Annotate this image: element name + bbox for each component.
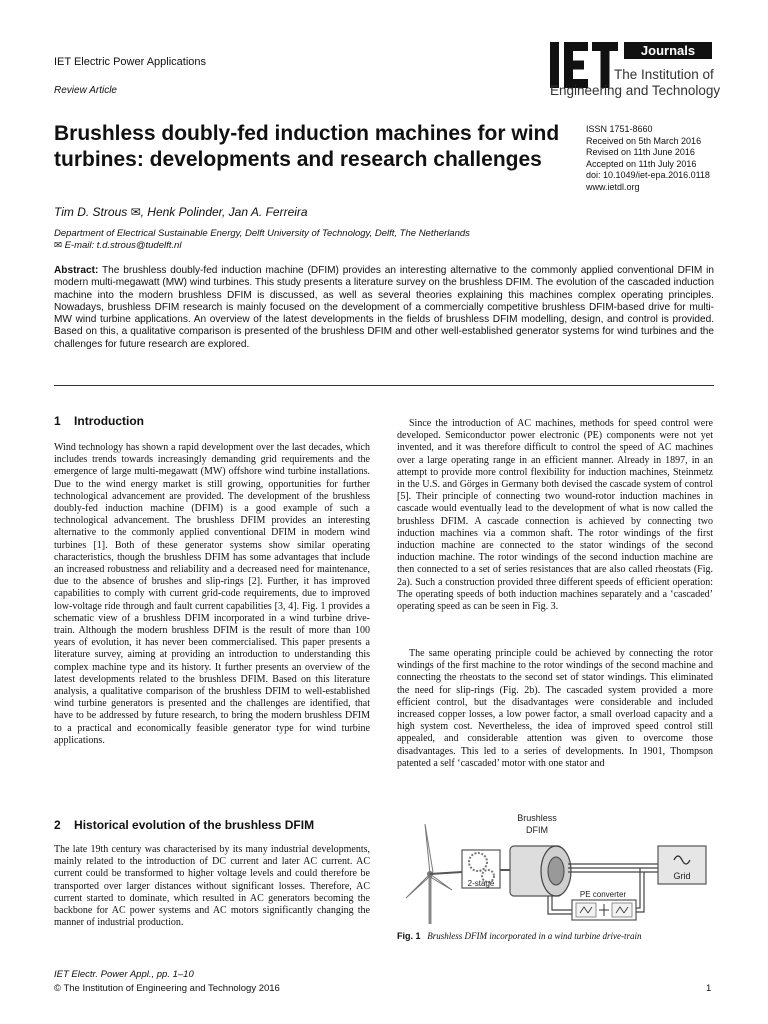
abstract-text: The brushless doubly-fed induction machine (DFIM) provides an interesting alternative to the commonly applied conventional DFIM in modern multi-megawatt (MW) wind turbines. This study presents a literature survey on the brushless DFIM. The evolution of the cascaded induction machine into the modern brushless DFIM is discussed, as well as several theories explaining this machines complex operating principles. Nowadays, brushless DFIM research is mainly focused on the development of a commercially competitive brushless DFIM-based drive for multi-MW wind turbine applications. An overview of the latest developments in the fields of brushless DFIM modelling, design, and control is provided. Based on this, a qualitative comparison is presented of the brushless DFIM and other well-established generator systems for wind turbines and the challenges for future research are explored.: [54, 265, 714, 350]
section-number: 2: [54, 818, 61, 832]
divider: [54, 385, 714, 386]
machine-label-line-2: DFIM: [526, 825, 548, 835]
section-number: 1: [54, 414, 61, 428]
figure-1: [400, 812, 714, 924]
journal-name: IET Electric Power Applications: [54, 56, 207, 68]
pe-converter-icon: [572, 900, 636, 920]
history-text: The late 19th century was characterised by its many industrial developments, mainly related to the introduction of DC current and later AC current. AC current could be transformed to higher voltage levels and could therefore be transported over larger distances without significant losses. Therefore, AC current started to dominate, which resulted in AC generators becoming the backbone for AC power systems and AC motors significantly changing the manner of industrial production.: [54, 844, 370, 929]
section-title: Historical evolution of the brushless DFIM: [74, 818, 315, 832]
journal-url[interactable]: www.ietdl.org: [586, 181, 640, 192]
logo-line-2: Engineering and Technology: [550, 83, 721, 98]
figure-caption-text: Brushless DFIM incorporated in a wind turbine drive-train: [427, 931, 642, 941]
accepted-date: Accepted on 11th July 2016: [586, 158, 697, 169]
grid-label: Grid: [673, 871, 691, 881]
revised-date: Revised on 11th June 2016: [586, 147, 695, 158]
figure-caption: [397, 931, 642, 941]
section-title: Introduction: [74, 414, 145, 428]
iet-logo: [550, 40, 721, 102]
issn: ISSN 1751-8660: [586, 124, 653, 134]
machine-label-line-1: Brushless: [517, 813, 557, 823]
right-column-paragraph-2: The same operating principle could be achieved by connecting the rotor windings of the first machine to the rotor windings of the second machine and connecting the rheostats to the second set of stator windings. This eliminated the need for slip-rings (Fig. 2b). The cascaded system provided a more efficient control, but the disadvantages were considerable and included increased copper losses, a low power factor, a small overload capacity and a high system cost. Nevertheless, the idea of improved speed control still appealed, and considerable attention was given to overcome those disadvantages. This led to a series of developments. In 1901, Thompson patented a self ‘cascaded’ motor with one stator and: [397, 648, 713, 769]
email[interactable]: ✉ E-mail: t.d.strous@tudelft.nl: [54, 240, 182, 251]
article-type: Review Article: [54, 85, 117, 96]
affiliation-block: [54, 228, 470, 252]
abstract-label: Abstract:: [54, 265, 99, 276]
footer-copyright: © The Institution of Engineering and Technology 2016: [54, 983, 280, 994]
received-date: Received on 5th March 2016: [586, 135, 702, 146]
affiliation: Department of Electrical Sustainable Energy, Delft University of Technology, Delft, The Netherlands: [54, 228, 470, 239]
section-heading-introduction: [54, 414, 144, 428]
logo-line-1: The Institution of: [614, 67, 714, 82]
doi: doi: 10.1049/iet-epa.2016.0118: [586, 170, 710, 181]
pe-converter-label: PE converter: [579, 890, 627, 899]
figure-caption-label: Fig. 1: [397, 931, 421, 941]
author-list: Tim D. Strous ✉, Henk Polinder, Jan A. Ferreira: [54, 205, 308, 219]
page-number: 1: [706, 983, 712, 994]
article-meta: [586, 124, 710, 194]
brushless-dfim-icon: [510, 846, 571, 896]
article-title: Brushless doubly-fed induction machines for wind turbines: developments and research challenges: [54, 122, 560, 171]
journals-badge: Journals: [624, 42, 712, 59]
gearbox-label: 2-stage: [467, 879, 495, 888]
introduction-text: Wind technology has shown a rapid development over the last decades, which includes trends towards increasingly demanding grid requirements and the emergence of large multi-megawatt (MW) offshore wind turbine installations. Due to the wind energy market is still growing, opportunities for further technological advancement are provided. The development of the brushless doubly-fed induction machine (DFIM) is a good example of such a technological advancement. The brushless DFIM provides an interesting alternative to the commonly applied conventional DFIM in modern wind turbines [1]. Both of these generator systems show similar operating characteristics, though the brushless DFIM has some advantages that include an increased robustness and reliability and a decreased need for maintenance, due to the absence of brushes and slip-rings [2]. Further, it has improved capabilities to comply with current grid-code requirements, due to improved low-voltage ride through and fault current capabilities [3, 4]. Fig. 1 provides a schematic view of a brushless DFIM incorporated in a wind turbine drive-train. Although the modern brushless DFIM is the result of more than 100 years of evolution, it has never been commercialised. This paper presents a literature survey, aiming at providing an introduction to understanding this complex machine type and its history. It further presents an overview of the latest developments related to the brushless DFIM. Based on this literature analysis, a qualitative comparison of the brushless DFIM to well-established wind turbine generators is presented and the challenges are identified, that have to be addressed by future research, to bring the modern brushless DFIM to a practical and economically feasible generator type for wind turbine applications.: [54, 442, 370, 746]
iet-mark-icon: [550, 42, 618, 88]
abstract: [54, 265, 714, 351]
section-heading-history: [54, 818, 314, 832]
right-column-paragraph-1: Since the introduction of AC machines, methods for speed control were developed. Semiconductor power electronic (PE) components were not yet invented, and it was therefore difficult to control the speed of AC machines over a large operating range in an efficient manner. Already in 1897, in an attempt to provide more control flexibility for induction machines, Steinmetz in the U.S. and Görges in Germany both devised the cascade system of control [5]. Their principle of connecting two wound-rotor induction machines in cascade would eventually lead to the development of what is now called the brushless DFIM. A cascade connection is achieved by connecting two induction machines via a common shaft. The rotor windings of the first induction machine are connected to the stator windings of the second induction machine. The rotor windings of the second induction machine are then connected to a set of series resistances that are also called rheostats (Fig. 2a). Such a construction provided three different speeds of efficient operation: The operating speeds of both induction machines separately and a ‘cascaded’ operating speed as can be seen in Fig. 3.: [397, 418, 713, 613]
footer-citation: IET Electr. Power Appl., pp. 1–10: [54, 969, 194, 980]
